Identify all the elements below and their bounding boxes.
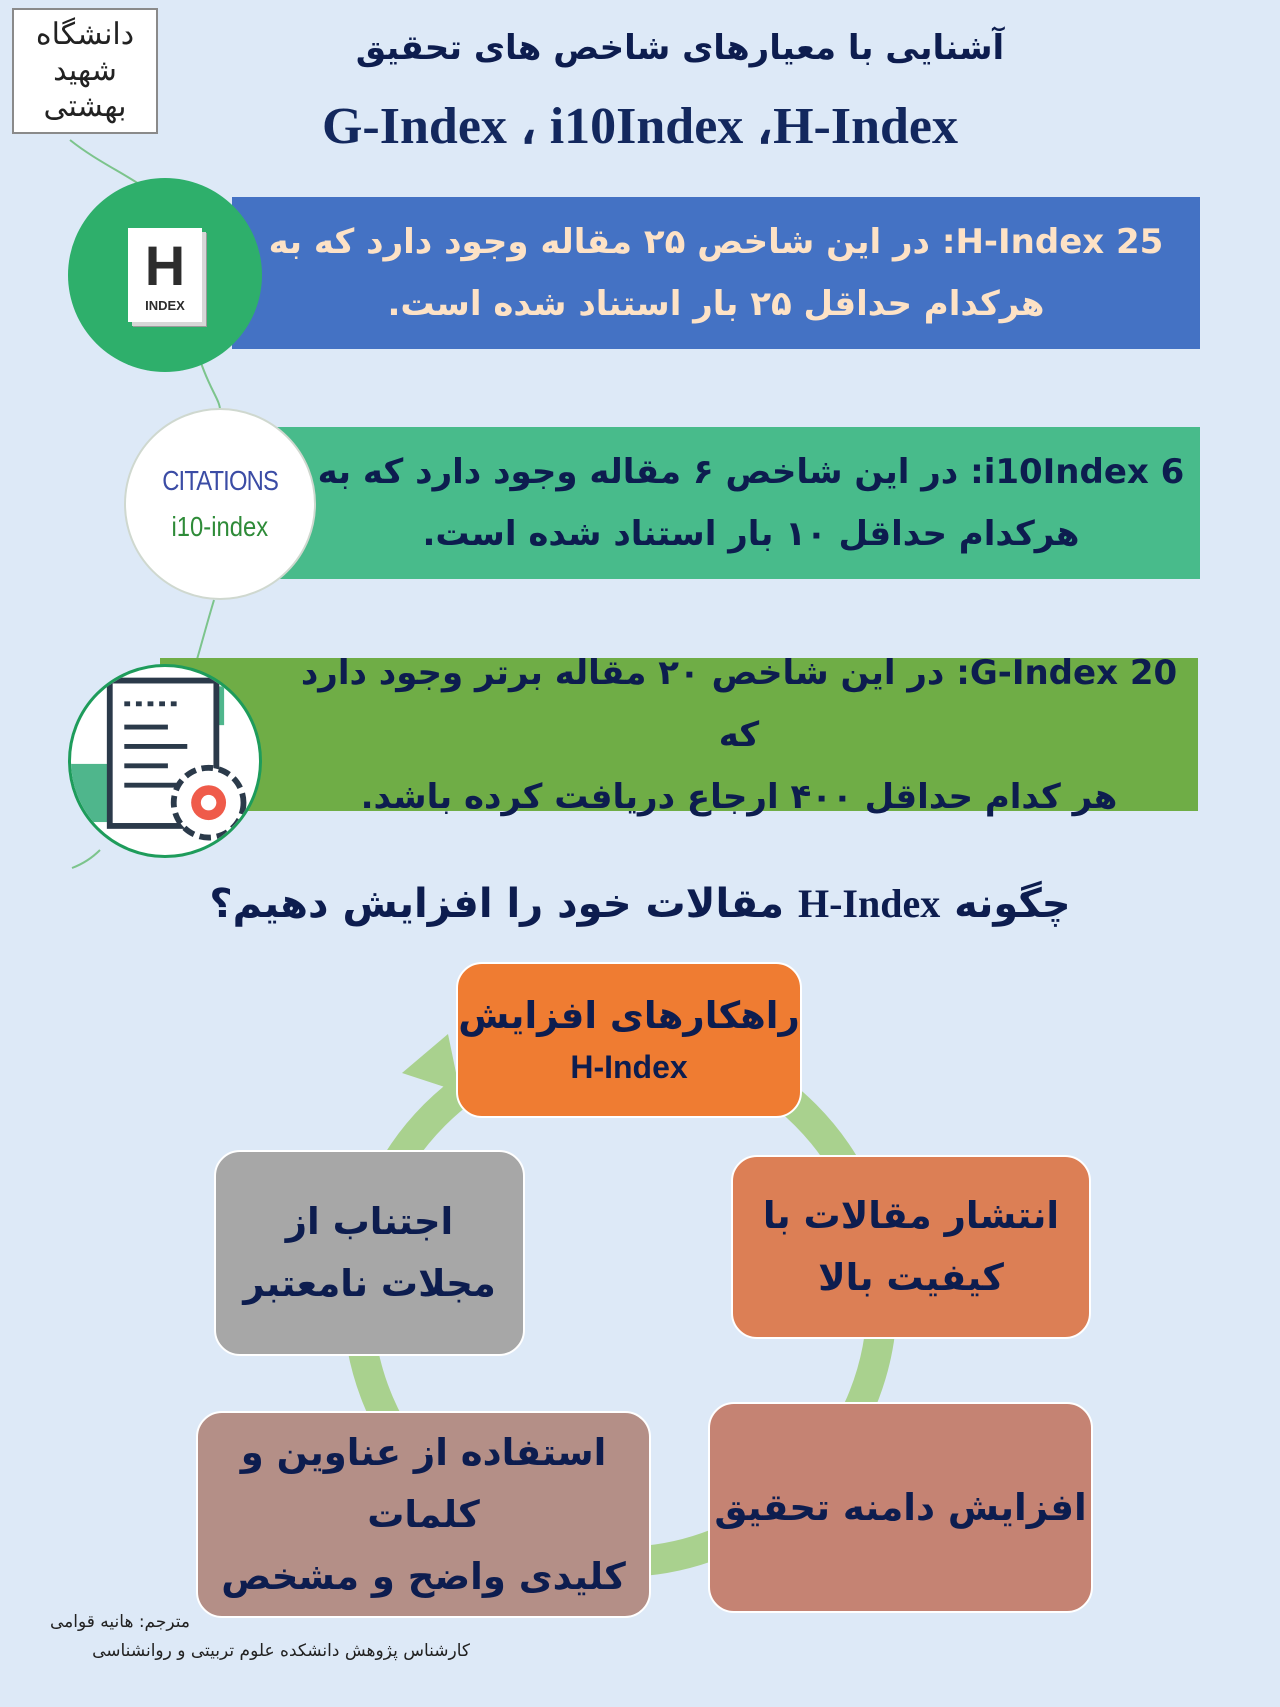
logo-line-2: شهید	[53, 53, 117, 88]
strategies-line1: راهکارهای افزایش	[458, 994, 800, 1037]
cycle-box-quality	[731, 1155, 1091, 1339]
i10-index-label: i10Index 6	[983, 452, 1185, 492]
keywords-line1: استفاده از عناوین و کلمات	[240, 1430, 607, 1536]
cycle-box-strategies	[456, 962, 802, 1118]
citations-icon	[124, 408, 316, 600]
quality-line2: کیفیت بالا	[818, 1256, 1004, 1299]
translator-credit: مترجم: هانیه قوامی	[49, 1612, 190, 1632]
section-title-after: مقالات خود را افزایش دهیم؟	[209, 881, 798, 927]
keywords-line2: کلیدی واضح و مشخص	[221, 1554, 626, 1598]
page-title: آشنایی با معیارهای شاخص های تحقیق	[355, 28, 1005, 68]
g-index-box	[160, 652, 1198, 817]
h-index-icon	[68, 178, 262, 372]
scope-line1: افزایش دامنه تحقیق	[714, 1485, 1087, 1529]
index-word: INDEX	[145, 297, 185, 313]
cycle-arrowhead	[402, 1034, 460, 1092]
logo-line-1: دانشگاه	[35, 17, 135, 52]
i10-index-line2: هرکدام حداقل ۱۰ بار استناد شده است.	[422, 514, 1080, 554]
g-index-line2: هر کدام حداقل ۴۰۰ ارجاع دریافت کرده باشد.	[360, 776, 1118, 817]
quality-line1: انتشار مقالات با	[762, 1194, 1060, 1237]
translator-role: کارشناس پژوهش دانشکده علوم تربیتی و روانشناسی	[92, 1641, 470, 1661]
avoid-line1: اجتناب از	[285, 1200, 454, 1243]
h-index-box	[232, 197, 1200, 349]
cycle-box-scope	[708, 1402, 1093, 1613]
section-title-before: چگونه	[940, 881, 1071, 927]
logo-line-3: بهشتی	[43, 89, 127, 124]
strategies-line2: H-Index	[570, 1049, 688, 1085]
section-title-en: H-Index	[797, 881, 941, 926]
h-index-line2: هرکدام حداقل ۲۵ بار استناد شده است.	[387, 284, 1045, 324]
h-index-label: H-Index 25	[955, 222, 1164, 262]
i10-index-box	[262, 427, 1200, 579]
cycle-box-keywords	[196, 1411, 651, 1618]
avoid-line2: مجلات نامعتبر	[243, 1262, 496, 1305]
cycle-box-avoid	[214, 1150, 525, 1356]
g-index-label: G-Index 20	[969, 652, 1178, 693]
report-gear-graphic	[68, 667, 262, 855]
section-title	[180, 880, 1100, 927]
university-logo	[12, 8, 158, 134]
h-letter: H	[144, 233, 186, 297]
i10-index-line1: : در این شاخص ۶ مقاله وجود دارد که به	[317, 452, 984, 492]
report-gear-icon	[68, 664, 262, 858]
g-index-line1: : در این شاخص ۲۰ مقاله برتر وجود دارد که	[300, 652, 970, 755]
citations-text: CITATIONS	[162, 465, 278, 496]
i10-index-text: i10-index	[171, 511, 269, 542]
page-subtitle-indices: G-Index ، i10Index ،H-Index	[321, 98, 958, 155]
h-index-line1: : در این شاخص ۲۵ مقاله وجود دارد که به	[268, 222, 956, 262]
document-icon	[128, 228, 202, 322]
